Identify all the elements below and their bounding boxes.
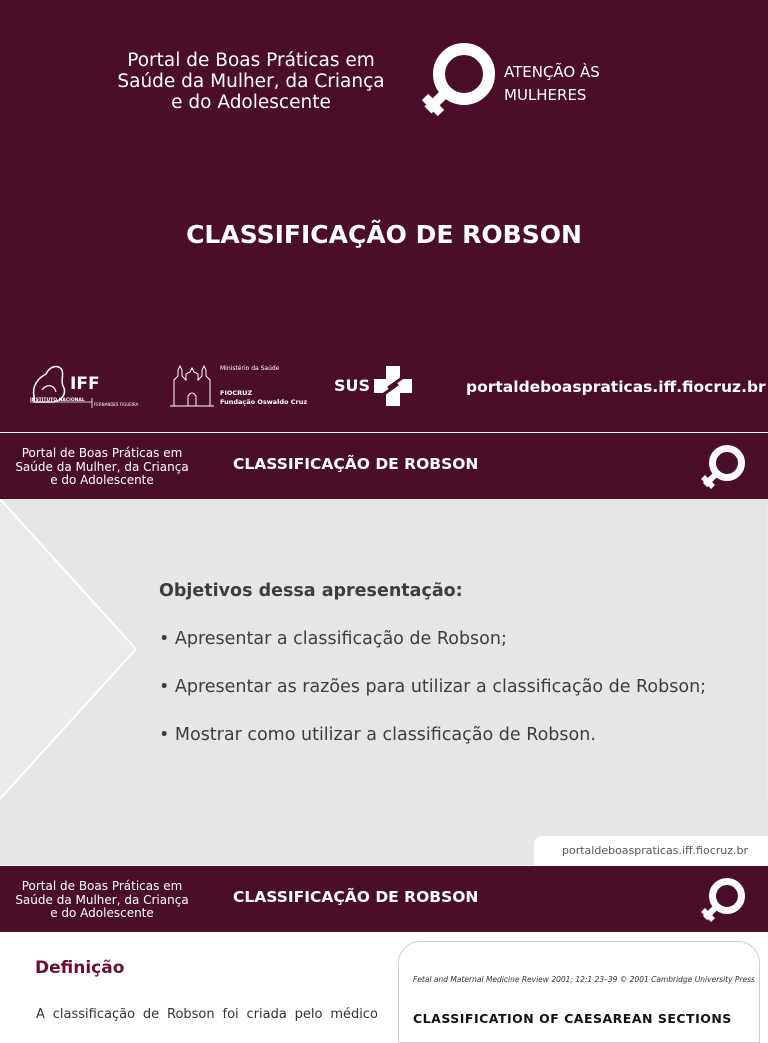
- header-portal-line-2: Saúde da Mulher, da Criança: [15, 459, 189, 474]
- header-portal-name: [12, 880, 192, 921]
- atencao-label: [504, 61, 600, 107]
- list-item: • Apresentar as razões para utilizar a classificação de Robson;: [159, 677, 707, 697]
- paper-title: CLASSIFICATION OF CAESAREAN SECTIONS: [413, 1011, 732, 1026]
- url-footer: [534, 836, 768, 865]
- female-symbol-icon: [698, 441, 750, 493]
- atencao-line-1: ATENÇÃO ÀS: [504, 63, 600, 81]
- atencao-line-2: MULHERES: [504, 86, 587, 104]
- list-item: • Mostrar como utilizar a classificação de Robson.: [159, 725, 596, 745]
- objectives-list: [159, 629, 706, 773]
- sus-text: SUS: [334, 376, 371, 395]
- ministerio-label: Ministério da Saúde: [220, 365, 280, 372]
- portal-name-line-1: Portal de Boas Práticas em: [127, 50, 375, 71]
- portal-name: [110, 50, 392, 113]
- objectives-heading: Objetivos dessa apresentação:: [159, 581, 463, 601]
- list-item: • Apresentar a classificação de Robson;: [159, 629, 507, 649]
- definition-heading: Definição: [35, 958, 125, 978]
- female-symbol-icon: [416, 38, 502, 122]
- portal-name-line-2: Saúde da Mulher, da Criança: [117, 71, 385, 92]
- definition-slide: [0, 932, 768, 1024]
- iff-text: IFF: [70, 374, 100, 394]
- header-title: CLASSIFICAÇÃO DE ROBSON: [233, 888, 479, 906]
- title-slide: [0, 0, 768, 432]
- sus-cross-icon: [372, 364, 414, 408]
- footer-url[interactable]: portaldeboaspraticas.iff.fiocruz.br: [562, 844, 749, 857]
- header-portal-line-3: e do Adolescente: [50, 906, 154, 920]
- iff-logo: [28, 360, 148, 410]
- fiocruz-line-1: FIOCRUZ: [220, 389, 253, 397]
- sus-logo: [334, 364, 414, 408]
- header-portal-name: [12, 447, 192, 488]
- fiocruz-logo: [170, 362, 320, 410]
- fiocruz-name: [220, 389, 307, 407]
- paper-excerpt: [398, 941, 760, 1043]
- female-symbol-icon: [698, 874, 750, 926]
- header-portal-line-1: Portal de Boas Práticas em: [21, 879, 183, 893]
- objectives-slide: [0, 499, 768, 865]
- paper-citation: Fetal and Maternal Medicine Review 2001; 12:1 23–39 © 2001 Cambridge University Press: [413, 975, 755, 984]
- portal-url[interactable]: portaldeboaspraticas.iff.fiocruz.br: [466, 378, 766, 396]
- definition-text: A classificação de Robson foi criada pelo médico: [36, 1007, 378, 1022]
- header-portal-line-1: Portal de Boas Práticas em: [21, 446, 183, 460]
- fiocruz-line-2: Fundação Oswaldo Cruz: [220, 398, 308, 406]
- header-portal-line-3: e do Adolescente: [50, 473, 154, 487]
- fiocruz-castle-icon: [170, 362, 214, 408]
- iff-subtitle: INSTITUTO NACIONAL: [30, 398, 85, 403]
- portal-name-line-3: e do Adolescente: [171, 92, 331, 113]
- header-title: CLASSIFICAÇÃO DE ROBSON: [233, 455, 479, 473]
- slide-header: [0, 433, 768, 499]
- iff-subtitle-2: FERNANDES FIGUEIRA: [94, 402, 139, 407]
- header-portal-line-2: Saúde da Mulher, da Criança: [15, 892, 189, 907]
- slide-header: [0, 866, 768, 932]
- slide-title: CLASSIFICAÇÃO DE ROBSON: [186, 220, 582, 249]
